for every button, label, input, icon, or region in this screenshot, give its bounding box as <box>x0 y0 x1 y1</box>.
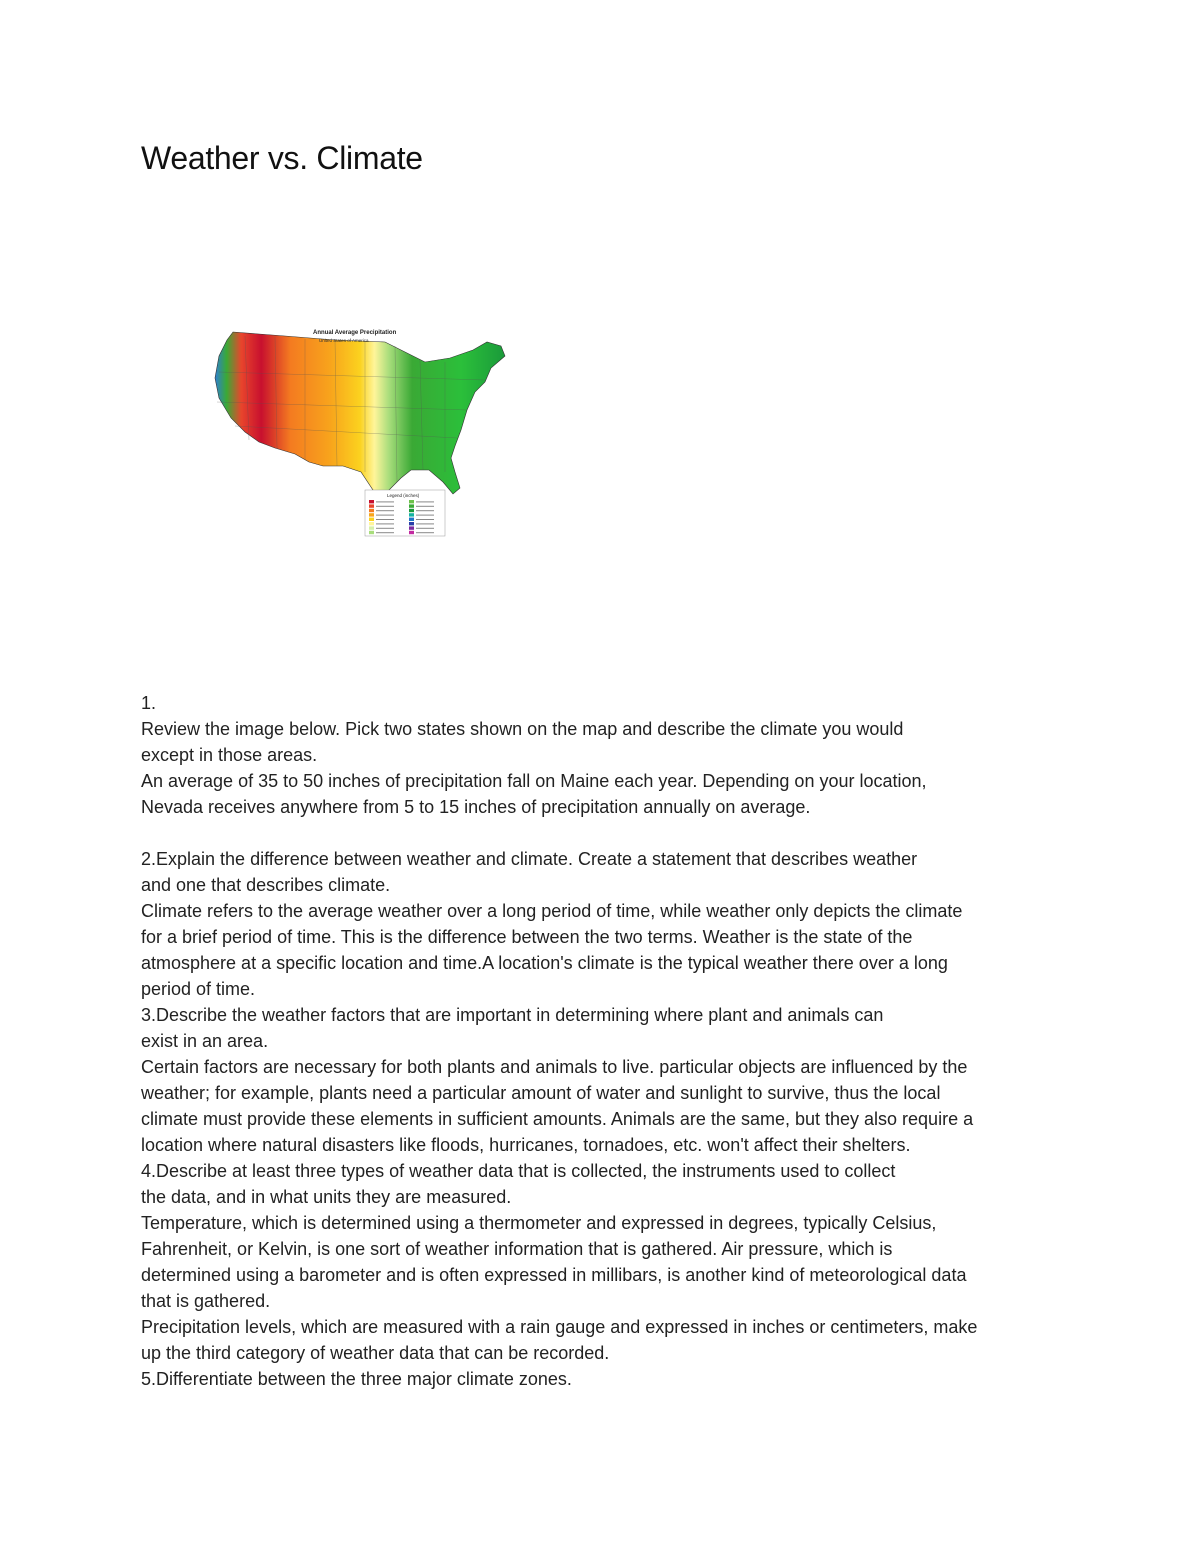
legend-swatch-label-line <box>416 506 434 507</box>
map-title-block <box>313 330 397 343</box>
text-line: Climate refers to the average weather over a long period of time, while weather only depicts the climate <box>141 901 963 921</box>
legend-swatch-label-line <box>376 501 394 502</box>
legend-swatch <box>409 500 414 503</box>
text-line: 3.Describe the weather factors that are important in determining where plant and animals can <box>141 1005 884 1025</box>
text-line: atmosphere at a specific location and time.A location's climate is the typical weather there over a long <box>141 953 948 973</box>
legend-swatch <box>369 504 374 507</box>
legend-swatch <box>409 504 414 507</box>
legend-swatch <box>409 518 414 521</box>
map-legend <box>365 490 445 536</box>
text-line: the data, and in what units they are measured. <box>141 1187 512 1207</box>
text-line: 1. <box>141 693 157 713</box>
text-line: Precipitation levels, which are measured with a rain gauge and expressed in inches or centimeters, make <box>141 1317 978 1337</box>
legend-swatch-label-line <box>416 510 434 511</box>
legend-swatch-label-line <box>376 506 394 507</box>
legend-swatch <box>369 513 374 516</box>
text-line: Fahrenheit, or Kelvin, is one sort of weather information that is gathered. Air pressure, which is <box>141 1239 893 1259</box>
text-line: and one that describes climate. <box>141 875 391 895</box>
legend-swatch <box>369 526 374 529</box>
text-line: determined using a barometer and is often expressed in millibars, is another kind of meteorological data <box>141 1265 967 1285</box>
legend-swatch <box>409 522 414 525</box>
legend-swatch <box>369 522 374 525</box>
legend-swatch <box>369 531 374 534</box>
text-line: period of time. <box>141 979 256 999</box>
legend-swatch-label-line <box>416 501 434 502</box>
text-line: for a brief period of time. This is the difference between the two terms. Weather is the state of the <box>141 927 913 947</box>
legend-swatch-label-line <box>416 532 434 533</box>
text-line: An average of 35 to 50 inches of precipitation fall on Maine each year. Depending on your location, <box>141 771 927 791</box>
legend-swatch <box>409 526 414 529</box>
text-line: weather; for example, plants need a particular amount of water and sunlight to survive, thus the local <box>141 1083 941 1103</box>
legend-swatch-label-line <box>376 528 394 529</box>
svg-text:Annual Average Precipitation: Annual Average Precipitation <box>313 330 397 336</box>
text-line: 2.Explain the difference between weather and climate. Create a statement that describes weather <box>141 849 918 869</box>
legend-swatch <box>369 518 374 521</box>
text-line: climate must provide these elements in sufficient amounts. Animals are the same, but they also require a <box>141 1109 974 1129</box>
legend-swatch <box>409 513 414 516</box>
legend-swatch-label-line <box>376 510 394 511</box>
legend-swatch-label-line <box>376 519 394 520</box>
legend-swatch <box>369 509 374 512</box>
text-line: up the third category of weather data that can be recorded. <box>141 1343 610 1363</box>
document-body <box>141 690 1071 1392</box>
text-line: that is gathered. <box>141 1291 271 1311</box>
text-line: Nevada receives anywhere from 5 to 15 inches of precipitation annually on average. <box>141 797 811 817</box>
legend-swatch <box>409 509 414 512</box>
blank-line <box>141 820 1071 846</box>
text-line: exist in an area. <box>141 1031 269 1051</box>
text-line: except in those areas. <box>141 745 318 765</box>
svg-text:United States of America: United States of America <box>319 338 369 343</box>
legend-swatch-label-line <box>376 532 394 533</box>
legend-swatch-label-line <box>416 519 434 520</box>
page-title: Weather vs. Climate <box>141 140 423 176</box>
usa-map-shape <box>215 332 505 498</box>
svg-text:Legend (inches): Legend (inches) <box>387 493 420 498</box>
text-line: Review the image below. Pick two states shown on the map and describe the climate you would <box>141 719 904 739</box>
legend-swatch-label-line <box>376 523 394 524</box>
legend-swatch-label-line <box>416 515 434 516</box>
text-line: 4.Describe at least three types of weather data that is collected, the instruments used to collect <box>141 1161 896 1181</box>
precipitation-map-image <box>205 322 515 550</box>
legend-swatch-label-line <box>376 515 394 516</box>
legend-swatch <box>409 531 414 534</box>
legend-swatch-label-line <box>416 528 434 529</box>
text-line: Certain factors are necessary for both plants and animals to live. particular objects are influenced by the <box>141 1057 968 1077</box>
text-line: 5.Differentiate between the three major climate zones. <box>141 1369 572 1389</box>
legend-swatch <box>369 500 374 503</box>
text-line: location where natural disasters like floods, hurricanes, tornadoes, etc. won't affect their shelters. <box>141 1135 911 1155</box>
legend-swatch-label-line <box>416 523 434 524</box>
text-line: Temperature, which is determined using a thermometer and expressed in degrees, typically Celsius, <box>141 1213 937 1233</box>
